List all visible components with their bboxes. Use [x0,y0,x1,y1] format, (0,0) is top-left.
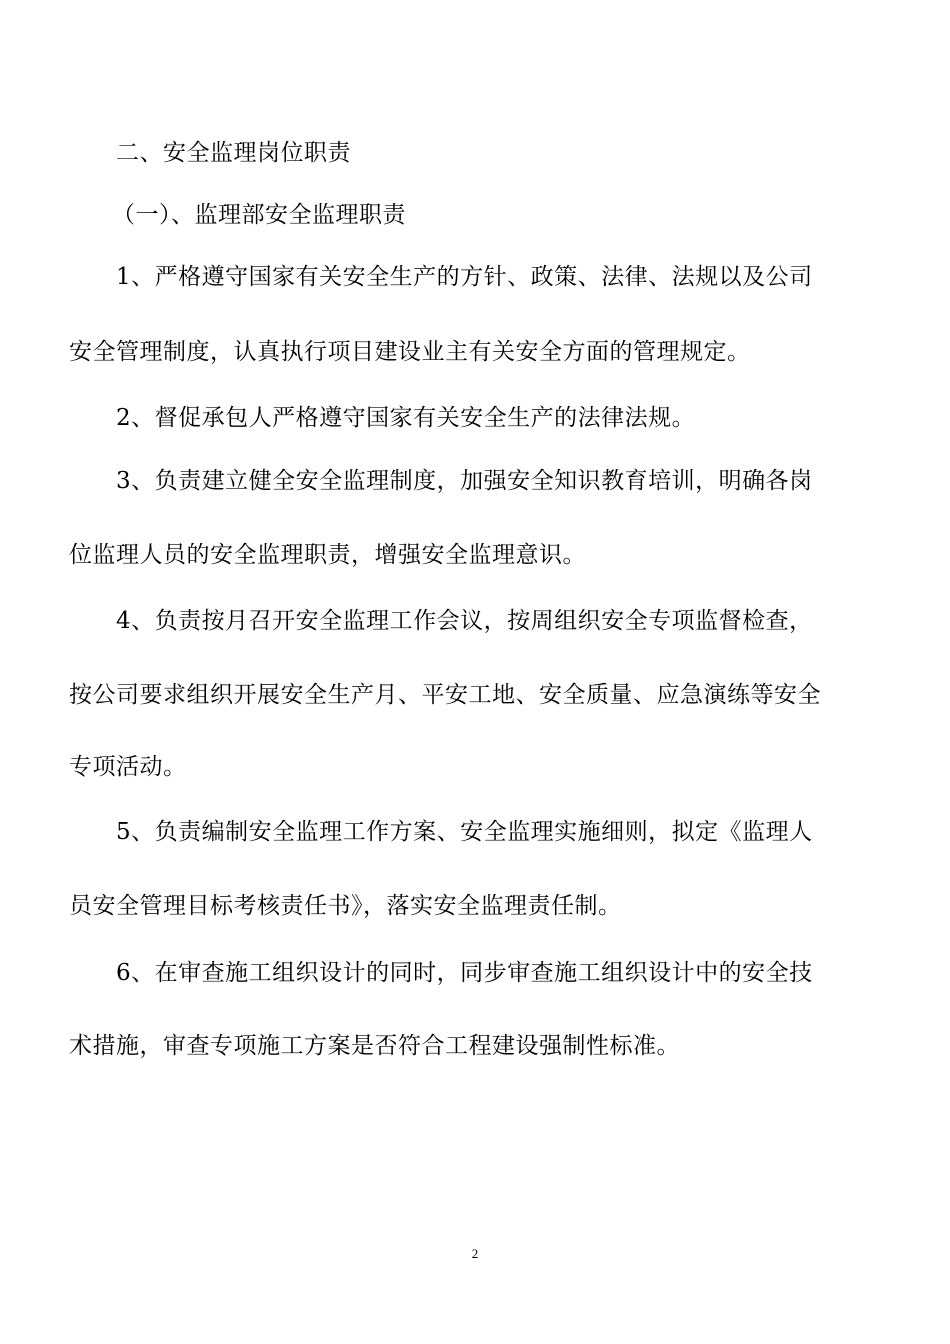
page-number: 2 [471,1246,479,1261]
paragraph-line: 安全管理制度，认真执行项目建设业主有关安全方面的管理规定。 [69,339,751,365]
paragraph-line: 1、严格遵守国家有关安全生产的方针、政策、法律、法规以及公司 [116,264,813,290]
subsection-heading: （一）、监理部安全监理职责 [112,202,406,228]
paragraph-line: 位监理人员的安全监理职责，增强安全监理意识。 [69,542,586,568]
section-heading: 二、安全监理岗位职责 [116,140,351,166]
paragraph-line: 按公司要求组织开展安全生产月、平安工地、安全质量、应急演练等安全 [69,682,821,708]
paragraph-line: 6、在审查施工组织设计的同时，同步审查施工组织设计中的安全技 [116,960,813,986]
paragraph-line: 4、负责按月召开安全监理工作会议，按周组织安全专项监督检查， [116,608,813,634]
paragraph-line: 术措施，审查专项施工方案是否符合工程建设强制性标准。 [69,1033,680,1059]
paragraph-line: 员安全管理目标考核责任书》，落实安全监理责任制。 [69,893,622,919]
paragraph-line: 3、负责建立健全安全监理制度，加强安全知识教育培训，明确各岗 [116,468,813,494]
paragraph-line: 5、负责编制安全监理工作方案、安全监理实施细则，拟定《监理人 [116,819,813,845]
paragraph-line: 专项活动。 [69,754,187,780]
paragraph-line: 2、督促承包人严格遵守国家有关安全生产的法律法规。 [116,405,696,431]
